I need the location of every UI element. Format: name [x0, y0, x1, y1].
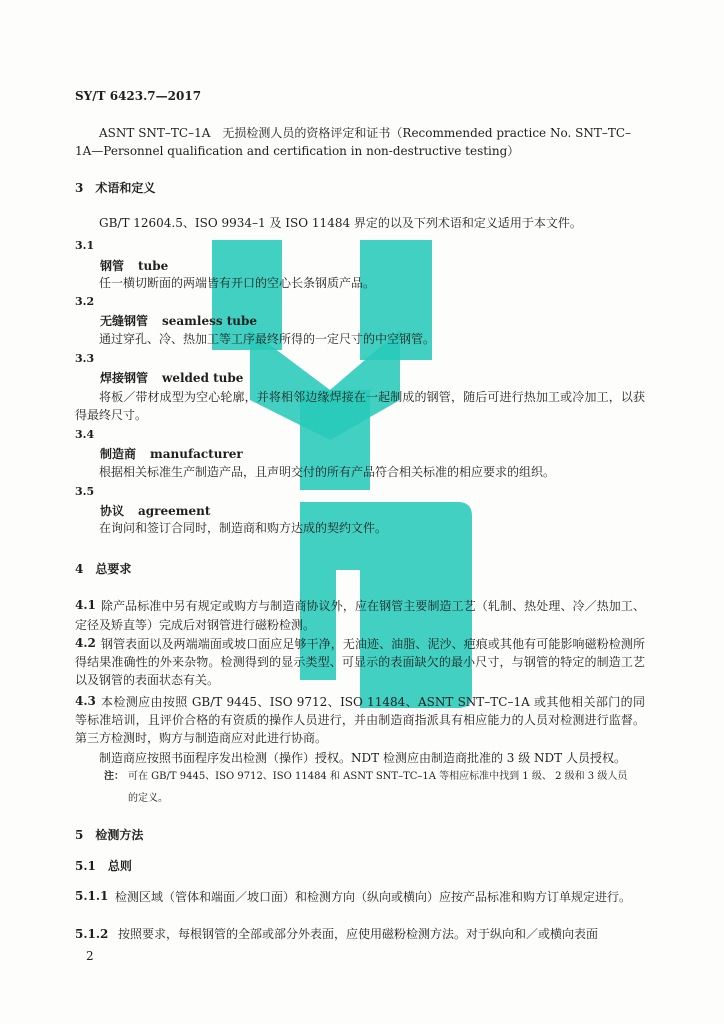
- term-en: manufacturer: [150, 447, 243, 461]
- clause-4-2-text: 钢管表面以及两端端面或坡口面应足够干净，无油迹、油脂、泥沙、疤痕或其他有可能影响磁粉检测所得结果准确性的外来杂物。检测得到的显示类型、可显示的表面缺欠的最小尺寸，与钢管的特定的制造工艺以及钢管的表面状态有关。: [75, 637, 645, 687]
- term-zh: 焊接钢管: [100, 371, 149, 385]
- term-number: 3.1: [75, 239, 95, 252]
- clause-number-5-1-2: 5.1.2: [75, 927, 109, 941]
- note-line-2: 的定义。: [128, 793, 168, 804]
- clause-number-4-2: 4.2: [75, 636, 96, 650]
- term-zh: 钢管: [100, 259, 125, 273]
- term-zh: 制造商: [100, 447, 137, 461]
- term-title: [100, 313, 257, 329]
- term-title: [100, 370, 243, 386]
- clause-4-1-text: 除产品标准中另有规定或购方与制造商协议外，应在钢管主要制造工艺（轧制、热处理、冷／热加工、定径及矫直等）完成后对钢管进行磁粉检测。: [75, 599, 645, 632]
- asnt-reference-line2: 1A—Personnel qualification and certification in non-destructive testing）: [75, 144, 520, 158]
- clause-number-4-3: 4.3: [75, 694, 96, 708]
- term-definition: 将板／带材成型为空心轮廓，并将相邻边缘焊接在一起制成的钢管，随后可进行热加工或冷加工，以获得最终尺寸。: [75, 390, 645, 422]
- page-number: 2: [86, 949, 94, 963]
- clause-number-4-1: 4.1: [75, 598, 96, 612]
- clause-5-1-2-text: 按照要求，每根钢管的全部或部分外表面，应使用磁粉检测方法。对于纵向和／或横向表面: [118, 927, 599, 941]
- term-en: agreement: [138, 504, 211, 518]
- term-title: [100, 258, 168, 274]
- clause-4-3-text: 本检测应由按照 GB/T 9445、ISO 9712、ISO 11484、ASNT SNT–TC–1A 或其他相关部门的同等标准培训，且评价合格的有资质的操作人员进行，并由制造商指派具有相应能力的人员对检测进行监督。第三方检测时，购方与制造商应对此进行协商。: [75, 695, 645, 745]
- subsection-5-1-heading: 5.1 总则: [75, 859, 132, 873]
- asnt-reference-line1: ASNT SNT–TC–1A 无损检测人员的资格评定和证书（Recommended practice No. SNT–TC–: [99, 126, 632, 140]
- term-title: [100, 446, 243, 462]
- section-3-heading: 3 术语和定义: [75, 181, 156, 195]
- term-title: [100, 503, 210, 519]
- section-4-heading: 4 总要求: [75, 562, 132, 576]
- note-line-1: 可在 GB/T 9445、ISO 9712、ISO 11484 和 ASNT SNT–TC–1A 等相应标准中找到 1 级、 2 级和 3 级人员: [128, 771, 628, 782]
- term-number: 3.2: [75, 295, 95, 308]
- term-definition: 在询问和签订合同时，制造商和购方达成的契约文件。: [99, 521, 388, 535]
- section-3-intro: GB/T 12604.5、ISO 9934–1 及 ISO 11484 界定的以及下列术语和定义适用于本文件。: [99, 216, 582, 230]
- term-zh: 无缝钢管: [100, 314, 149, 328]
- term-en: seamless tube: [162, 314, 258, 328]
- term-definition: 任一横切断面的两端皆有开口的空心长条钢质产品。: [99, 276, 376, 290]
- clause-number-5-1-1: 5.1.1: [75, 889, 109, 903]
- term-en: tube: [138, 259, 169, 273]
- term-definition: 根据相关标准生产制造产品，且声明交付的所有产品符合相关标准的相应要求的组织。: [99, 465, 556, 479]
- clause-4-3-authorization: 制造商应按照书面程序发出检测（操作）授权。NDT 检测应由制造商批准的 3 级 NDT 人员授权。: [99, 751, 626, 765]
- document-id-header: SY/T 6423.7—2017: [75, 89, 202, 103]
- term-number: 3.4: [75, 428, 95, 441]
- term-number: 3.3: [75, 352, 95, 365]
- term-definition: 通过穿孔、冷、热加工等工序最终所得的一定尺寸的中空钢管。: [99, 332, 436, 346]
- note-label: 注：: [104, 771, 124, 782]
- term-en: welded tube: [162, 371, 244, 385]
- section-5-heading: 5 检测方法: [75, 828, 144, 842]
- clause-5-1-1-text: 检测区域（管体和端面／坡口面）和检测方向（纵向或横向）应按产品标准和购方订单规定进行。: [115, 890, 632, 904]
- term-number: 3.5: [75, 485, 95, 498]
- term-zh: 协议: [100, 504, 125, 518]
